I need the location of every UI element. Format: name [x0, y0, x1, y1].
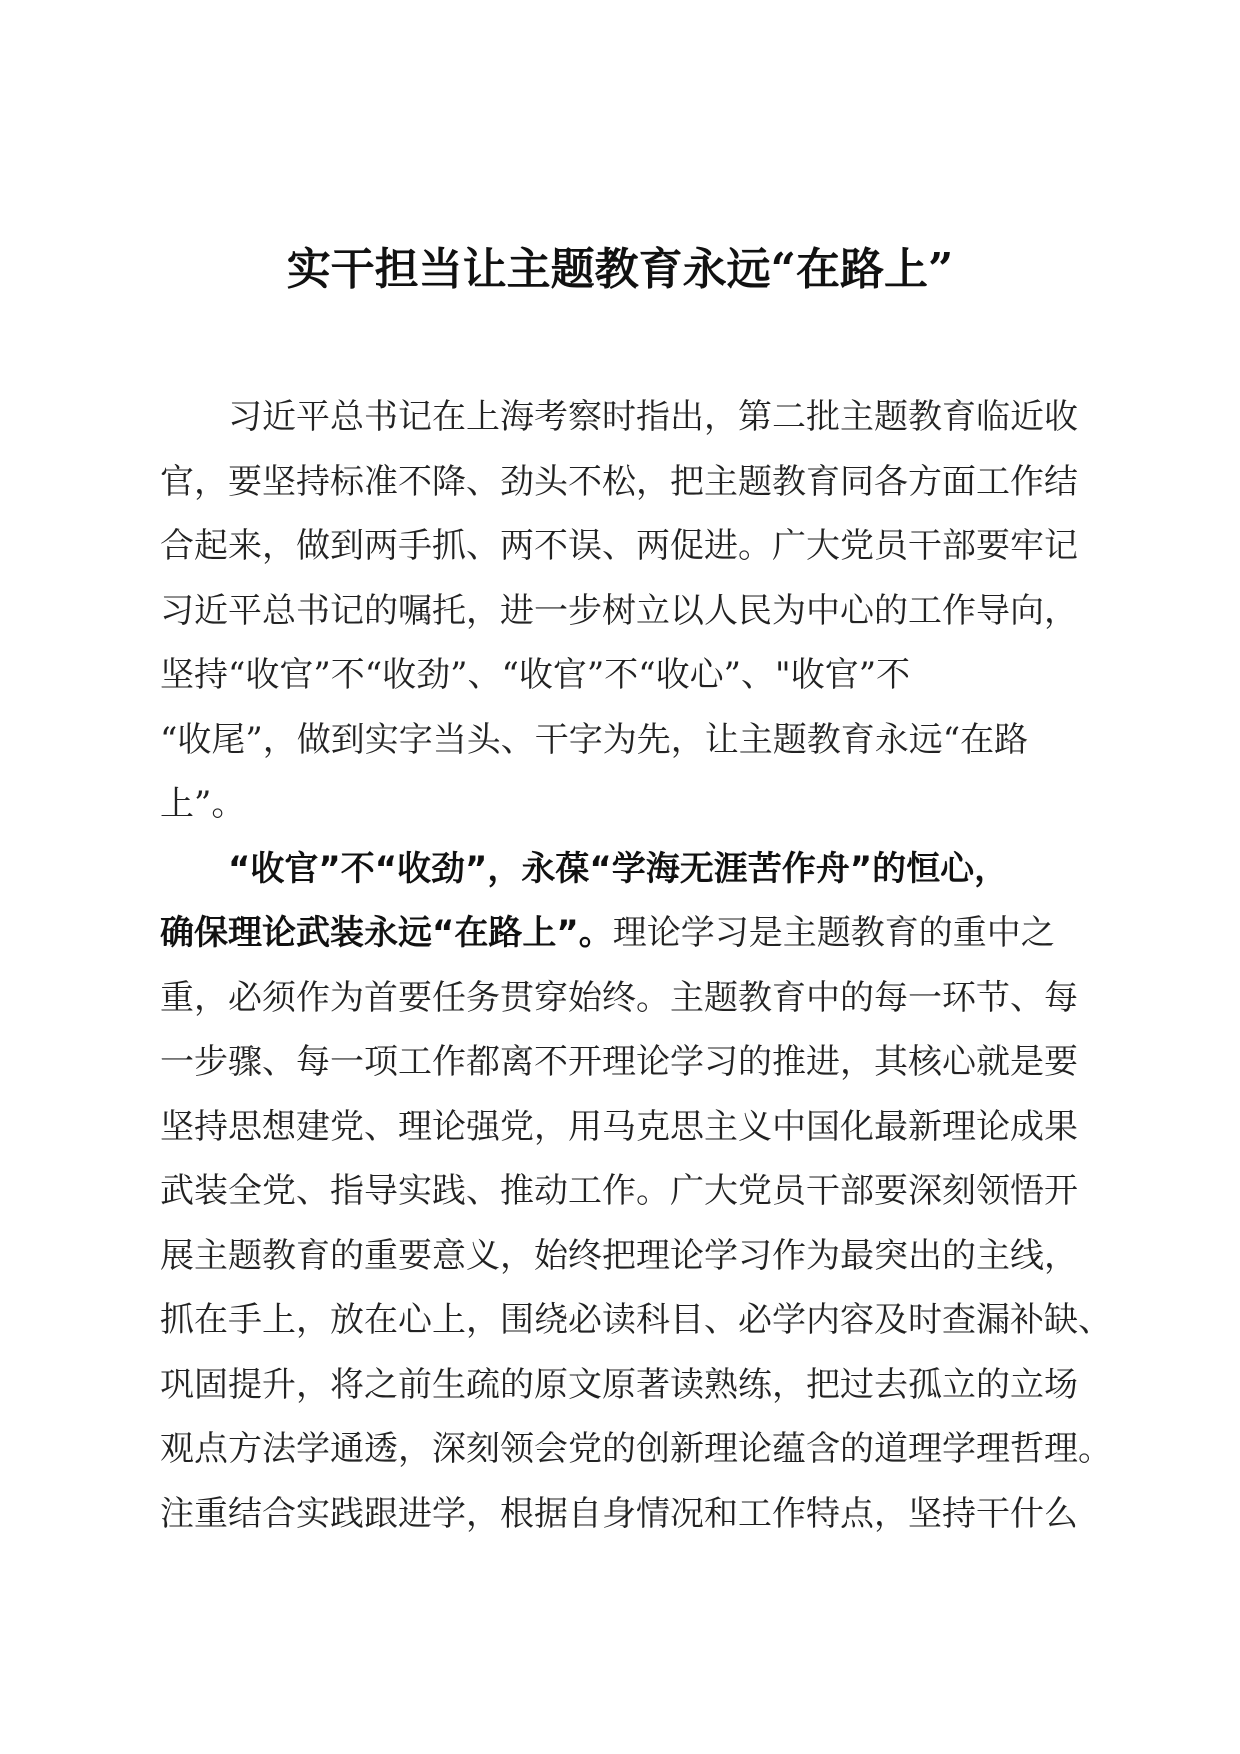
text-line: 巩固提升，将之前生疏的原文原著读熟练，把过去孤立的立场: [160, 1364, 1078, 1405]
text-line: 展主题教育的重要意义，始终把理论学习作为最突出的主线，: [160, 1235, 1078, 1276]
lead-sentence-line-1: “收官”不“收劲”，永葆“学海无涯苦作舟”的恒心，: [160, 848, 1009, 889]
paragraph-1: [160, 385, 1085, 837]
text-line: 武装全党、指导实践、推动工作。广大党员干部要深刻领悟开: [160, 1171, 1078, 1211]
text-line: 坚持思想建党、理论强党，用马克思主义中国化最新理论成果: [160, 1106, 1078, 1147]
text-line: 一步骤、每一项工作都离不开理论学习的推进，其核心就是要: [160, 1042, 1078, 1082]
paragraph-2: [160, 837, 1112, 1547]
document-body: [160, 385, 1112, 1546]
text-line: [160, 901, 1085, 966]
text-line: 习近平总书记的嘱托，进一步树立以人民为中心的工作导向，: [160, 590, 1078, 631]
text-line: 注重结合实践跟进学，根据自身情况和工作特点，坚持干什么: [160, 1493, 1078, 1534]
text-line: 观点方法学通透，深刻领会党的创新理论蕴含的道理学理哲理。: [160, 1429, 1112, 1469]
text-line: “收尾”，做到实字当头、干字为先，让主题教育永远“在路: [160, 719, 1029, 760]
text-line: 合起来，做到两手抓、两不误、两促进。广大党员干部要牢记: [160, 526, 1078, 566]
text-line: 抓在手上，放在心上，围绕必读科目、必学内容及时查漏补缺、: [160, 1300, 1112, 1340]
text-line: 习近平总书记在上海考察时指出，第二批主题教育临近收: [160, 397, 1078, 437]
text-line: 重，必须作为首要任务贯穿始终。主题教育中的每一环节、每: [160, 977, 1078, 1018]
text-line: 坚持“收官”不“收劲”、“收官”不“收心”、"收官”不: [160, 655, 911, 695]
document-title: 实干担当让主题教育永远“在路上”: [286, 244, 954, 295]
lead-sentence-line-2: 确保理论武装永远“在路上”。: [160, 913, 613, 953]
text-line: 官，要坚持标准不降、劲头不松，把主题教育同各方面工作结: [160, 461, 1078, 502]
text-line: 上”。: [160, 784, 246, 824]
text-line-rest: 理论学习是主题教育的重中之: [612, 913, 1055, 953]
